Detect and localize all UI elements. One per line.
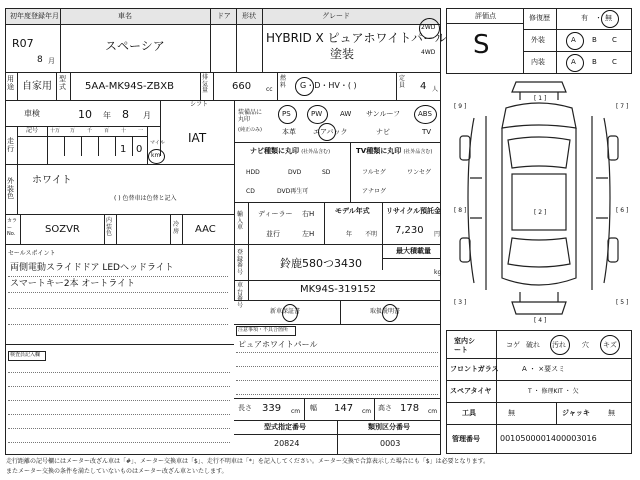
navi-dvd: DVD <box>288 169 302 176</box>
length-value: 339 <box>262 403 282 414</box>
repair-yes: 有 <box>581 14 588 22</box>
width-value: 147 <box>334 403 354 414</box>
equip-aw: AW <box>340 110 352 118</box>
recycle-unit: 円 <box>434 231 441 238</box>
seat-tear: 破れ <box>526 341 540 349</box>
color-no-value: SOZVR <box>45 224 80 235</box>
right-rear-wheel <box>608 238 618 262</box>
interior-grade-a: A <box>571 58 576 66</box>
vehicle-diagram <box>446 78 632 322</box>
drive-2wd: 2WD <box>421 24 436 31</box>
first-reg-era: R07 <box>12 37 34 50</box>
usage-label: 用途 <box>7 75 14 91</box>
first-reg-month: 8 <box>37 55 43 65</box>
chassis-label: 車台番号 <box>237 282 244 309</box>
front-face <box>512 82 566 92</box>
exterior-grade-label: 外装 <box>531 36 545 44</box>
recycle-label: リサイクル預託金 <box>386 207 442 215</box>
mileage-unit-3: 百 <box>104 128 110 134</box>
mileage-digit-5: 0 <box>136 144 143 155</box>
mark-6: [ 6 ] <box>616 207 629 214</box>
mileage-unit-5: 一 <box>138 128 144 134</box>
model-year-value: 不明 <box>365 231 378 238</box>
score-value: S <box>473 30 490 60</box>
tools-label: 工具 <box>462 409 476 417</box>
grade-line1: HYBRID X ピュアホワイトパール <box>266 31 447 45</box>
width-unit: cm <box>362 408 372 415</box>
import-label: 輸入車 <box>237 211 244 232</box>
inspection-year: 10 <box>78 108 92 121</box>
footer-line2: またメーター交換の条件を満たしていないものはメーター改ざん車といたします。 <box>6 468 228 475</box>
inspector-label: 検査員記入欄 <box>10 352 41 358</box>
jack-label: ジャッキ <box>562 409 590 417</box>
mileage-unit-1: 万 <box>70 128 76 134</box>
max-load-label: 最大積載量 <box>396 247 431 255</box>
type-designation-label: 型式指定番号 <box>264 423 306 431</box>
mileage-digit-4: 1 <box>120 144 127 155</box>
ac-label: 冷房 <box>173 221 180 235</box>
navi-sd: SD <box>322 169 331 176</box>
exterior-note: ( ) 色替車は色替と記入 <box>114 195 177 202</box>
import-dealer: ディーラー <box>258 210 293 218</box>
mileage-unit-0: 十万 <box>50 128 61 134</box>
interior-grade-b: B <box>592 58 597 66</box>
sales-point-line1: 両側電動スライドドア LEDヘッドライト <box>10 263 174 273</box>
rear-face <box>512 302 566 314</box>
left-side-outline <box>468 118 474 283</box>
mark-3: [ 3 ] <box>454 299 467 306</box>
mark-5: [ 5 ] <box>616 299 629 306</box>
mileage-note-label: 記号 <box>26 127 39 134</box>
displacement-label: 排気量 <box>202 74 209 95</box>
equip-airbag: エアバック <box>313 128 348 136</box>
right-side-outline <box>604 118 610 283</box>
glass-label: フロントガラス <box>450 365 499 373</box>
displacement-value: 660 <box>232 81 252 92</box>
grade-label: グレード <box>322 12 350 20</box>
equipment-sublabel: (純正のみ) <box>238 127 262 133</box>
mark-1: [ 1 ] <box>534 95 547 102</box>
spare-value: T ・ 修理KIT ・ 欠 <box>528 388 579 395</box>
navi-cd: CD <box>246 188 255 195</box>
displacement-unit: cc <box>266 86 273 93</box>
front-bumper-top <box>502 103 576 128</box>
interior-grade-label: 内装 <box>531 58 545 66</box>
recycle-value: 7,230 <box>395 225 424 236</box>
repair-no: 無 <box>605 14 612 22</box>
mark-4: [ 4 ] <box>534 317 547 324</box>
navi-dvd-play: DVD再生可 <box>277 188 309 195</box>
repair-sep: ・ <box>595 14 602 22</box>
mark-9: [ 9 ] <box>454 103 467 110</box>
exterior-grade-a: A <box>571 36 576 44</box>
registration-value: 鈴鹿580つ3430 <box>280 257 362 270</box>
repair-label: 修復歴 <box>529 14 550 22</box>
left-rear-wheel <box>460 238 470 262</box>
tv-analog: アナログ <box>362 188 387 195</box>
drive-4wd: 4WD <box>421 49 436 56</box>
equip-ps: PS <box>282 110 291 118</box>
model-year-label: モデル年式 <box>335 207 370 215</box>
glass-value: A ・ ×要スミ <box>522 365 566 373</box>
ac-value: AAC <box>195 224 216 235</box>
equip-tv: TV <box>422 128 432 136</box>
rear-window <box>508 238 570 267</box>
max-load-unit: kg <box>434 269 442 276</box>
seat-stain: 汚れ <box>552 341 566 349</box>
category-value: 0003 <box>380 439 401 448</box>
model-label: 型式 <box>59 75 66 91</box>
mgmt-label: 管理番号 <box>452 435 480 443</box>
equip-sunroof: サンルーフ <box>366 110 401 118</box>
exterior-value: ホワイト <box>32 175 72 186</box>
inspection-year-unit: 年 <box>103 111 111 120</box>
capacity-unit: 人 <box>432 86 439 93</box>
inspection-month: 8 <box>122 108 129 121</box>
chassis-value: MK94S-319152 <box>300 284 377 295</box>
height-value: 178 <box>400 403 420 414</box>
exterior-label: 外装色 <box>7 177 14 201</box>
equipment-label: 装備品に丸印 <box>238 109 263 123</box>
shape-label: 形状 <box>242 12 256 20</box>
manual: 取扱説明書 <box>370 308 401 315</box>
type-designation-value: 20824 <box>274 439 300 448</box>
registration-label: 登録番号 <box>237 249 244 276</box>
import-parallel: 並行 <box>266 230 280 238</box>
mgmt-value: 0010500001400003016 <box>500 434 597 443</box>
model-value: 5AA-MK94S-ZBXB <box>85 81 174 92</box>
right-front-wheel <box>608 136 618 160</box>
notes-label: 注意事項・不具合箇所 <box>238 327 289 333</box>
mark-2: [ 2 ] <box>534 209 547 216</box>
category-label: 類別区分番号 <box>368 423 410 431</box>
km-label: km <box>151 152 161 159</box>
fuel-options: G・D・HV・( ) <box>300 81 357 90</box>
width-label: 幅 <box>310 404 317 412</box>
navi-hdd: HDD <box>246 169 260 176</box>
seat-hole: 穴 <box>582 341 589 349</box>
fuel-label: 燃料 <box>280 75 287 89</box>
mile-label: マイル <box>150 140 165 146</box>
notes-value: ピュアホワイトパール <box>238 340 318 349</box>
car-name-value: スペーシア <box>105 39 165 53</box>
seat-burn: コゲ <box>506 341 520 349</box>
capacity-value: 4 <box>420 81 427 92</box>
score-label: 評価点 <box>475 12 496 20</box>
capacity-label: 定員 <box>399 75 406 89</box>
grade-line2: 塗装 <box>330 47 355 61</box>
length-label: 長さ <box>238 404 252 412</box>
length-unit: cm <box>291 408 301 415</box>
seat-label: 室内シート <box>454 337 475 355</box>
equip-navi: ナビ <box>376 128 390 136</box>
tv-oneseg: ワンセグ <box>407 169 432 176</box>
left-front-wheel <box>460 136 470 160</box>
windshield <box>508 137 570 168</box>
first-reg-month-unit: 月 <box>48 57 55 65</box>
exterior-grade-c: C <box>612 36 617 44</box>
equip-leather: 本革 <box>282 128 296 136</box>
interior-grade-c: C <box>612 58 617 66</box>
sales-point-label: セールスポイント <box>8 250 56 257</box>
car-name-label: 車名 <box>118 12 132 20</box>
mileage-unit-4: 十 <box>121 128 127 134</box>
mark-7: [ 7 ] <box>616 103 629 110</box>
first-reg-label: 初年度登録年月 <box>10 12 59 20</box>
body-outline <box>502 128 576 285</box>
mileage-label: 走行 <box>7 137 14 153</box>
seat-scratch: キズ <box>603 341 617 349</box>
usage-value: 自家用 <box>22 81 52 92</box>
exterior-grade-b: B <box>592 36 597 44</box>
navi-title: ナビ種類に丸印 (社外品含む) <box>250 147 331 155</box>
door-label: ドア <box>217 12 231 20</box>
import-left: 左H <box>302 230 315 238</box>
footer-line1: 走行距離の記号欄にはメーター改ざん車は「#」、メーター交換車は「$」、走行不明車は「*」を記入してください。メーター交換で合算表示した場合にも「$」は必要となります。 <box>6 458 490 465</box>
mileage-unit-2: 千 <box>87 128 93 134</box>
inspection-month-unit: 月 <box>143 111 151 120</box>
height-unit: cm <box>428 408 438 415</box>
mark-8: [ 8 ] <box>454 207 467 214</box>
new-warranty: 新車保証書 <box>270 308 301 315</box>
equip-abs: ABS <box>418 110 432 118</box>
import-right: 右H <box>302 210 315 218</box>
tools-value: 無 <box>508 409 515 417</box>
interior-color-label: 内装色 <box>106 217 113 238</box>
roof <box>512 174 566 230</box>
inspection-label: 車検 <box>24 109 40 118</box>
tv-title: TV種類に丸印 (社外品含む) <box>356 147 433 155</box>
equip-pw: PW <box>311 110 323 118</box>
spare-label: スペアタイヤ <box>450 387 492 395</box>
jack-value: 無 <box>608 409 615 417</box>
color-no-label: カラーNo. <box>7 218 18 237</box>
tv-fullseg: フルセグ <box>362 169 386 176</box>
shift-value: IAT <box>188 131 207 145</box>
shift-label: シフト <box>190 101 209 108</box>
model-year-unit: 年 <box>346 231 353 238</box>
sales-point-line2: スマートキー2本 オートライト <box>10 279 136 289</box>
height-label: 高さ <box>378 404 392 412</box>
